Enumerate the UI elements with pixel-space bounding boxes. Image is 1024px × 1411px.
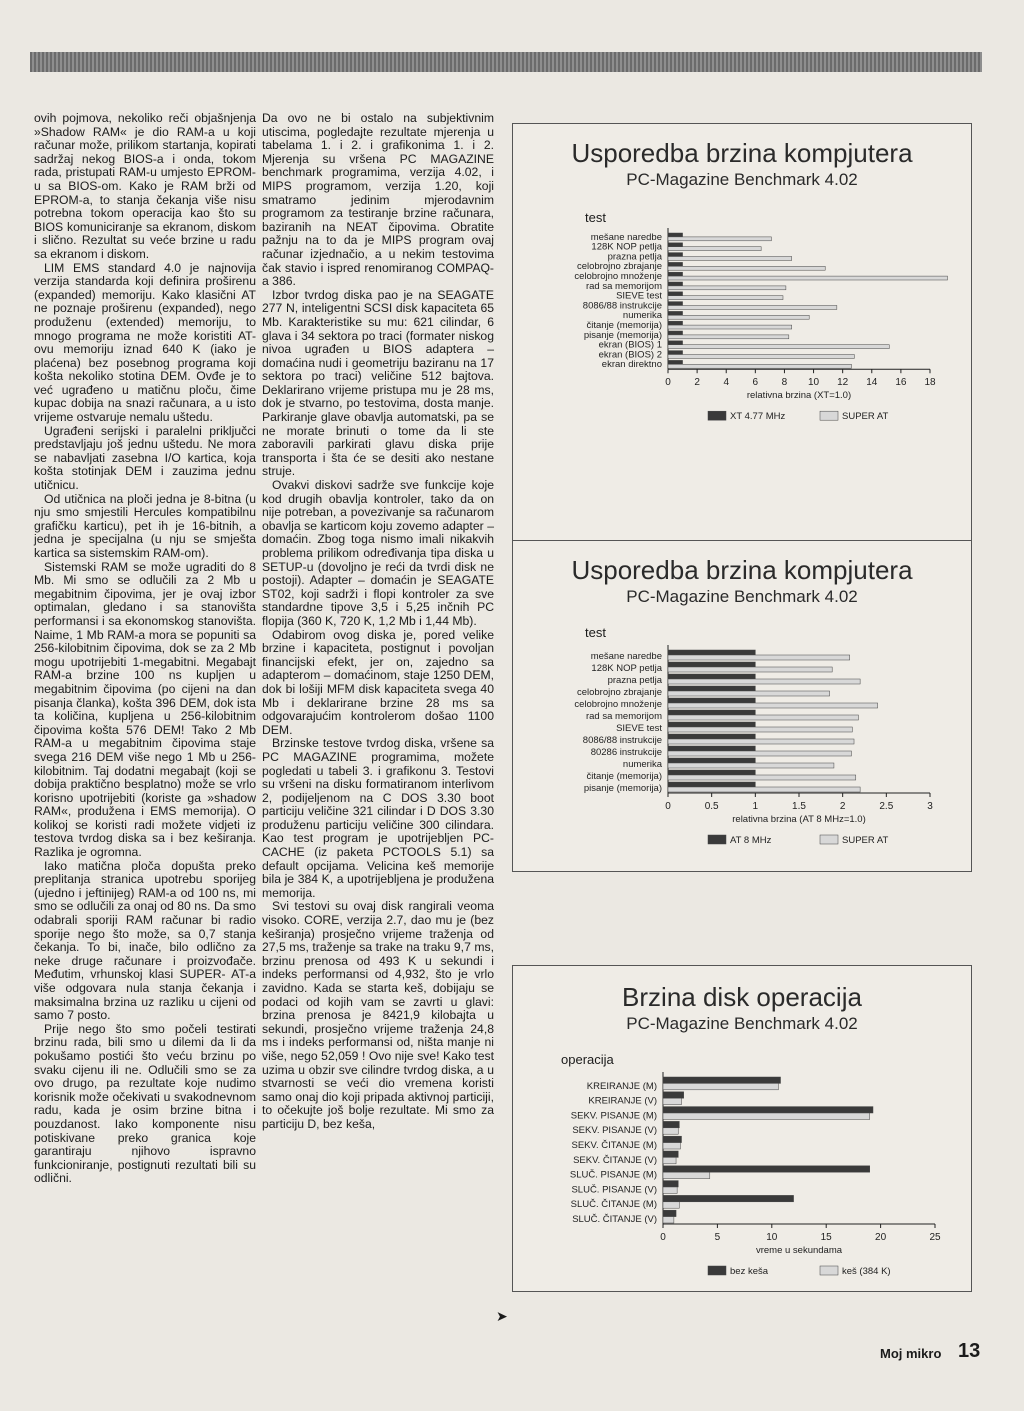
paragraph: Prije nego što smo počeli testirati brzinu rada, bili smo u dilemi da li da pokušamo postići što veću brzinu po svaku cijenu ili ne. Odlučili smo se za ovo drugo, pa rezultate koje nudimo korisnik može očekivati u svakodnevnom radu, kada je osim brzine bitna i pouzdanost. Iako komponente nisu potiskivane preko granica koje garantiraju njihovo ispravno funkcioniranje, postignuti rezultati bili su odlični. bbox=[34, 1021, 256, 1186]
paragraph: Ugrađeni serijski i paralelni priključci predstavljaju još jednu uštedu. Ne mora se nabavljati zasebna I/O kartica, koja košta stotinjak DEM i zauzima jednu utičnicu. bbox=[34, 423, 256, 493]
paragraph: Ovakvi diskovi sadrže sve funkcije koje kod drugih obavlja kontroler, tako da on nije potreban, a povezivanje sa računarom obavlja se karticom koju zovemo adapter – domaćin. Zbog toga nismo imali nikakvih problema prilikom određivanja tipa diska u SETUP-u (dovoljno je reći da tvrdi disk ne postoji). Adapter – domaćin je SEAGATE ST02, koji sadrži i flopi kontroler za sve standardne tipove 3,5 i 5,25 inčnih PC flopija (360 K, 720 K, 1,2 Mb i 1,44 Mb). bbox=[262, 478, 494, 628]
bar-series-2 bbox=[668, 345, 889, 349]
paragraph: Odabirom ovog diska je, pored velike brzine i kapaciteta, postignut i povoljan financijski efekt, jer on, zajedno sa adapterom – domaćinom, staje 1250 DEM, dok bi lošiji MFM disk kapaciteta svega 40 Mb i deklarirane brzine 28 ms sa odgovarajućim kontrolerom došao 1100 DEM. bbox=[262, 627, 494, 737]
bar-series-1 bbox=[668, 311, 683, 315]
x-tick-label: 1 bbox=[752, 801, 759, 812]
chart-plot bbox=[513, 541, 971, 871]
bar-series-1 bbox=[668, 262, 683, 266]
bar-series-1 bbox=[668, 650, 755, 655]
continue-arrow-icon: ➤ bbox=[496, 1308, 508, 1324]
category-label: celobrojno množenje bbox=[574, 699, 662, 710]
x-tick-label: 2.5 bbox=[879, 801, 894, 812]
category-label: mešane naredbe bbox=[590, 651, 662, 662]
bar-series-1 bbox=[668, 758, 755, 763]
x-tick-label: 16 bbox=[895, 377, 907, 389]
bar-series-2 bbox=[668, 355, 854, 359]
bar-series-2 bbox=[668, 775, 856, 780]
category-label: 8086/88 instrukcije bbox=[582, 300, 662, 312]
bar-series-1 bbox=[668, 351, 683, 355]
x-tick-label: 0 bbox=[665, 377, 671, 389]
bar-series-2 bbox=[668, 247, 761, 251]
category-label: KREIRANJE (V) bbox=[588, 1095, 657, 1107]
bar-series-1 bbox=[663, 1107, 873, 1113]
bar-series-2 bbox=[668, 691, 830, 696]
bar-series-2 bbox=[668, 751, 851, 756]
legend-swatch bbox=[708, 1266, 726, 1275]
category-label: čitanje (memorija) bbox=[586, 320, 662, 331]
bar-series-1 bbox=[668, 722, 755, 727]
bar-series-2 bbox=[668, 266, 825, 270]
x-tick-label: 12 bbox=[837, 377, 849, 389]
paragraph: Brzinske testove tvrdog diska, vršene sa PC MAGAZINE programima, možete pogledati u tabeli 3. i grafikonu 3. Testovi su vršeni na disku formatiranom interlivom 2, podijeljenom na C DOS 3.30 boot particiju veličine 321 cilindar i D DOS 3.30 produženu particiju veličine 300 cilindara. Kao test program je upotrijebljen PC-CACHE (iz paketa PCTOOLS 5.1) sa default opcijama. Velicina keš memorije bila je 384 K, a upotrijebljena je produžena memorija. bbox=[262, 736, 494, 900]
x-tick-label: 0 bbox=[665, 801, 671, 812]
category-label: SLUČ. PISANJE (V) bbox=[571, 1184, 657, 1196]
chart-plot bbox=[513, 966, 971, 1291]
category-label: pisanje (memorija) bbox=[583, 329, 662, 341]
x-tick-label: 3 bbox=[927, 801, 933, 812]
category-label: mešane naredbe bbox=[590, 231, 662, 243]
x-tick-label: 10 bbox=[766, 1232, 778, 1243]
chart-subtitle: PC-Magazine Benchmark 4.02 bbox=[626, 587, 858, 606]
bar-series-1 bbox=[668, 243, 683, 247]
text-column-2 bbox=[262, 112, 494, 1132]
bar-series-1 bbox=[668, 734, 755, 739]
bar-series-1 bbox=[668, 233, 683, 237]
legend-label: XT 4.77 MHz bbox=[730, 411, 786, 423]
x-tick-label: 5 bbox=[714, 1232, 721, 1243]
magazine-name: Moj mikro bbox=[880, 1346, 942, 1361]
bar-series-1 bbox=[668, 302, 683, 306]
x-tick-label: 18 bbox=[924, 377, 936, 389]
category-label: 80286 instrukcije bbox=[590, 747, 662, 758]
bar-series-1 bbox=[663, 1136, 681, 1142]
x-axis-label: vreme u sekundama bbox=[755, 1245, 843, 1256]
bar-series-1 bbox=[668, 710, 755, 715]
category-label: numerika bbox=[622, 310, 662, 322]
x-tick-label: 1.5 bbox=[792, 801, 806, 812]
x-tick-label: 0 bbox=[660, 1232, 666, 1243]
category-label: 8086/88 instrukcije bbox=[582, 735, 662, 746]
bar-series-1 bbox=[663, 1151, 678, 1157]
legend-swatch bbox=[820, 411, 838, 420]
category-label: 128K NOP petlja bbox=[591, 241, 662, 253]
category-label: SLUČ. PISANJE (M) bbox=[569, 1169, 657, 1181]
paragraph: ovih pojmova, nekoliko reči objašnjenja »Shadow RAM« je dio RAM-a u koji računar može, prilikom startanja, kopirati sadržaj nekog BIOS-a i onda, tokom rada, pristupati RAM-u umjesto EPROM-u sa BIOS-om. Kako je RAM brži od EPROM-a, to stanja čekanja više nisu potrebna tokom operacija kao što su BIOS komuniciranje sa ekranom, diskom i slično. Rezultat su veće brzine u radu sa ekranom i diskom. bbox=[34, 111, 256, 261]
bar-series-1 bbox=[668, 770, 755, 775]
x-axis-label: relativna brzina (XT=1.0) bbox=[746, 390, 852, 402]
category-label: SEKV. ČITANJE (V) bbox=[573, 1154, 657, 1166]
bar-series-1 bbox=[668, 331, 683, 335]
text-column-1 bbox=[34, 112, 256, 1186]
category-label: celobrojno zbrajanje bbox=[576, 261, 662, 273]
category-label: SEKV. ČITANJE (M) bbox=[571, 1140, 657, 1151]
chart-computer-speed-xt bbox=[512, 123, 972, 548]
category-label: prazna petlja bbox=[607, 251, 662, 263]
bar-series-2 bbox=[663, 1128, 678, 1134]
bar-series-1 bbox=[663, 1121, 679, 1127]
category-label: prazna petlja bbox=[607, 675, 662, 686]
category-label: SLUČ. ČITANJE (M) bbox=[570, 1199, 657, 1211]
bar-series-2 bbox=[668, 703, 878, 708]
paragraph: Izbor tvrdog diska pao je na SEAGATE 277 N, inteligentni SCSI disk kapaciteta 65 Mb. Karakteristike su mu: 621 cilindar, 6 glava i 34 sektora po traci (formater niskog nivoa ugrađen u BIOS adaptera – domaćina nudi i geometriju baziranu na 17 sektora po traci) veličine 512 bajtova. Deklarirano vrijeme pristupa mu je 28 ms, dok je stvarno, po testovima, dosta manje. Parkiranje glave obavlja automatski, pa se ne morate brinuti o tome da li ste zaboravili parkirati glavu diska prije transporta i šta će se desiti ako nestane struje. bbox=[262, 287, 494, 479]
x-tick-label: 2 bbox=[694, 377, 700, 389]
bar-series-2 bbox=[668, 667, 832, 672]
chart-disk-operations bbox=[512, 965, 972, 1292]
bar-series-2 bbox=[663, 1187, 677, 1193]
category-label: rad sa memorijom bbox=[585, 280, 662, 292]
bar-series-2 bbox=[663, 1202, 679, 1208]
category-label: SIEVE test bbox=[616, 290, 662, 302]
category-label: numerika bbox=[622, 759, 662, 770]
bar-series-1 bbox=[668, 686, 755, 691]
category-label: KREIRANJE (M) bbox=[586, 1080, 657, 1092]
bar-series-2 bbox=[668, 325, 792, 329]
bar-series-2 bbox=[668, 257, 792, 261]
bar-series-2 bbox=[668, 739, 854, 744]
chart-ylabel: test bbox=[585, 625, 606, 640]
bar-series-1 bbox=[668, 662, 755, 667]
bar-series-1 bbox=[663, 1210, 676, 1216]
chart-title: Brzina disk operacija bbox=[622, 982, 862, 1012]
chart-subtitle: PC-Magazine Benchmark 4.02 bbox=[626, 1014, 858, 1033]
bar-series-2 bbox=[668, 679, 860, 684]
legend-swatch bbox=[708, 411, 726, 420]
bar-series-1 bbox=[663, 1092, 684, 1098]
legend-label: SUPER AT bbox=[842, 835, 889, 846]
bar-series-1 bbox=[668, 360, 683, 364]
category-label: 128K NOP petlja bbox=[591, 663, 662, 674]
bar-series-2 bbox=[668, 237, 771, 241]
category-label: pisanje (memorija) bbox=[583, 783, 662, 794]
paragraph: LIM EMS standard 4.0 je najnovija verzija standarda koji definira proširenu (expanded) memoriju. Kako klasični AT ne poznaje proširenu (expanded), nego produženu (extended) memoriju, to mnogo programa ne može koristiti AT-ovu memoriju iznad 640 K (iako je plaćena) bez posebnog programa koji košta nekoliko stotina DEM. Ovđe je to već ugrađeno u matičnu ploču, čime kupac dobija na snazi računara, a u isto vrijeme ostvaruje nemalu uštedu. bbox=[34, 260, 256, 425]
chart-title: Usporedba brzina kompjutera bbox=[571, 555, 913, 585]
legend-label: SUPER AT bbox=[842, 411, 889, 423]
bar-series-1 bbox=[668, 272, 683, 276]
paragraph: Svi testovi su ovaj disk rangirali veoma visoko. CORE, verzija 2.7, dao mu je (bez keširanja) prosječno vrijeme traženja od 27,5 ms, traženje sa trake na traku 9,7 ms, brzinu prenosa od 493 K u sekundi i indeks performansi od 4,932, što je vrlo zavidno. Kada se starta keš, dobijaju se podaci od kojih vam se zavrti u glavi: brzina prenosa je 8421,9 kilobajta u sekundi, prosječno vrijeme traženja 24,8 ms i indeks performansi od, ništa manje ni više, nego 52,059 ! Ovo nije sve! Kako test uzima u obzir sve cilindre tvrdog diska, a u stvarnosti se veći dio vremena koristi samo onaj dio koji pripada aktivnoj particiji, to očekujte još bolje rezultate. Mi smo za particiju D, bez keša, bbox=[262, 899, 494, 1131]
bar-series-1 bbox=[668, 282, 683, 286]
x-tick-label: 0.5 bbox=[704, 801, 719, 812]
category-label: čitanje (memorija) bbox=[586, 771, 662, 782]
bar-series-2 bbox=[668, 286, 786, 290]
chart-subtitle: PC-Magazine Benchmark 4.02 bbox=[626, 170, 858, 189]
legend-swatch bbox=[820, 835, 838, 844]
chart-computer-speed-at bbox=[512, 540, 972, 872]
x-tick-label: 8 bbox=[781, 377, 788, 389]
x-tick-label: 10 bbox=[807, 377, 820, 389]
category-label: rad sa memorijom bbox=[585, 711, 662, 722]
bar-series-2 bbox=[668, 276, 947, 280]
bar-series-2 bbox=[668, 296, 783, 300]
legend-swatch bbox=[820, 1266, 838, 1275]
category-label: SLUČ. ČITANJE (V) bbox=[572, 1214, 657, 1225]
legend-label: bez keša bbox=[730, 1266, 769, 1277]
x-tick-label: 25 bbox=[929, 1232, 941, 1243]
bar-series-1 bbox=[668, 292, 683, 296]
x-tick-label: 4 bbox=[723, 377, 730, 389]
paragraph: Od utičnica na ploči jedna je 8-bitna (u nju smo smjestili Hercules kompatibilnu grafičku karticu), pet ih je 16-bitnih, a jedna je specijalna (u nju se smješta kartica sa sistemskim RAM-om). bbox=[34, 491, 256, 560]
bar-series-1 bbox=[668, 782, 755, 787]
bar-series-2 bbox=[663, 1113, 870, 1119]
bar-series-2 bbox=[663, 1098, 681, 1104]
chart-plot bbox=[513, 124, 971, 547]
bar-series-2 bbox=[668, 727, 852, 732]
bar-series-2 bbox=[668, 364, 851, 368]
bar-series-1 bbox=[668, 698, 755, 703]
bar-series-1 bbox=[668, 674, 755, 679]
bar-series-1 bbox=[663, 1166, 870, 1172]
chart-title: Usporedba brzina kompjutera bbox=[571, 138, 913, 168]
bar-series-1 bbox=[668, 253, 683, 257]
bar-series-2 bbox=[663, 1217, 674, 1223]
bar-series-1 bbox=[668, 341, 683, 345]
category-label: SIEVE test bbox=[616, 723, 662, 734]
legend-label: keš (384 K) bbox=[842, 1266, 891, 1277]
bar-series-2 bbox=[668, 655, 850, 660]
x-tick-label: 14 bbox=[866, 377, 878, 389]
bar-series-2 bbox=[668, 315, 809, 319]
x-tick-label: 2 bbox=[839, 801, 846, 812]
bar-series-2 bbox=[668, 763, 834, 768]
bar-series-1 bbox=[668, 321, 683, 325]
bar-series-2 bbox=[663, 1157, 676, 1163]
bar-series-2 bbox=[668, 787, 860, 792]
bar-series-2 bbox=[668, 715, 858, 720]
category-label: SEKV. PISANJE (M) bbox=[570, 1110, 657, 1122]
x-axis-label: relativna brzina (AT 8 MHz=1.0) bbox=[732, 814, 866, 825]
x-tick-label: 15 bbox=[820, 1232, 832, 1243]
category-label: ekran (BIOS) 1 bbox=[598, 339, 662, 351]
header-stripe bbox=[30, 52, 982, 72]
category-label: ekran (BIOS) 2 bbox=[598, 349, 662, 361]
x-tick-label: 6 bbox=[752, 377, 759, 389]
paragraph: Iako matična ploča dopušta preko preplitanja stranica upotrebu sporijeg (ujedno i jeftinijeg) RAM-a od 100 ns, mi smo se odlučili za onaj od 80 ns. Da smo odabrali sporiji RAM računar bi radio sporije nego što može, sa 0,7 stanja čekanja. To bi, inače, bilo odlično za neke druge računare i proizvođače. Međutim, vrhunskoj klasi SUPER- AT-a više odgovara nula stanja čekanja i maksimalna brzina uz razliku u cijeni od samo 7 posto. bbox=[34, 858, 256, 1023]
x-tick-label: 20 bbox=[875, 1232, 887, 1243]
category-label: celobrojno množenje bbox=[574, 271, 662, 282]
bar-series-2 bbox=[663, 1083, 778, 1089]
bar-series-1 bbox=[663, 1181, 678, 1187]
bar-series-2 bbox=[663, 1172, 710, 1178]
bar-series-2 bbox=[663, 1143, 680, 1149]
bar-series-2 bbox=[668, 335, 789, 339]
paragraph: Da ovo ne bi ostalo na subjektivnim utiscima, pogledajte rezultate mjerenja u tabelama 1. i 2. i grafikonima 1. i 2. Mjerenja su vršena PC MAGAZINE benchmark programima, verzija 4.02, i MIPS programom, verzija 1.20, koji smatramo jedinim mjerodavnim programom za testiranje brzine računara, baziranih na NEAT čipovima. Obratite pažnju na to da je MIPS program ovaj računar izjednačio, a u nekim testovima čak stavio i ispred renomiranog COMPAQ-a 386. bbox=[262, 111, 494, 289]
paragraph: Sistemski RAM se može ugraditi do 8 Mb. Mi smo se odlučili za 2 Mb u megabitnim čipovima, jer je ovaj izbor optimalan, gledano i sa stanovišta performansi i sa ekonomskog stanovišta. Naime, 1 Mb RAM-a mora se popuniti sa 256-kilobitnim čipovima, dok se za 2 Mb mogu upotrijebiti 1-megabitni. Megabajt RAM-a brzine 100 ns kupljen u megabitnim čipovima (po cijeni na dan pisanja članka), košta 396 DEM, dok ista ta količina, kupljena u 256-kilobitnim čipovima košta 576 DEM! Tako 2 Mb RAM-a u megabitnim čipovima staje svega 216 DEM više nego 1 Mb u 256-kilobitnim. Taj dodatni megabajt (koji se dobija praktično besplatno) može se vrlo korisno upotrijebiti (koriste ga »shadow RAM«, produžena i EMS memorija). O kolikoj se koristi radi možete vidjeti iz testova tvrdog diska sa i bez keširanja. Razlika je ogromna. bbox=[34, 559, 256, 860]
chart-ylabel: operacija bbox=[561, 1052, 614, 1067]
legend-label: AT 8 MHz bbox=[730, 835, 772, 846]
bar-series-2 bbox=[668, 306, 837, 310]
legend-swatch bbox=[708, 835, 726, 844]
category-label: celobrojno zbrajanje bbox=[576, 687, 662, 698]
page-number: 13 bbox=[958, 1340, 981, 1362]
bar-series-1 bbox=[668, 746, 755, 751]
bar-series-1 bbox=[663, 1077, 781, 1083]
chart-ylabel: test bbox=[585, 210, 606, 225]
category-label: SEKV. PISANJE (V) bbox=[572, 1125, 657, 1137]
category-label: ekran direktno bbox=[601, 359, 662, 371]
bar-series-1 bbox=[663, 1195, 794, 1201]
